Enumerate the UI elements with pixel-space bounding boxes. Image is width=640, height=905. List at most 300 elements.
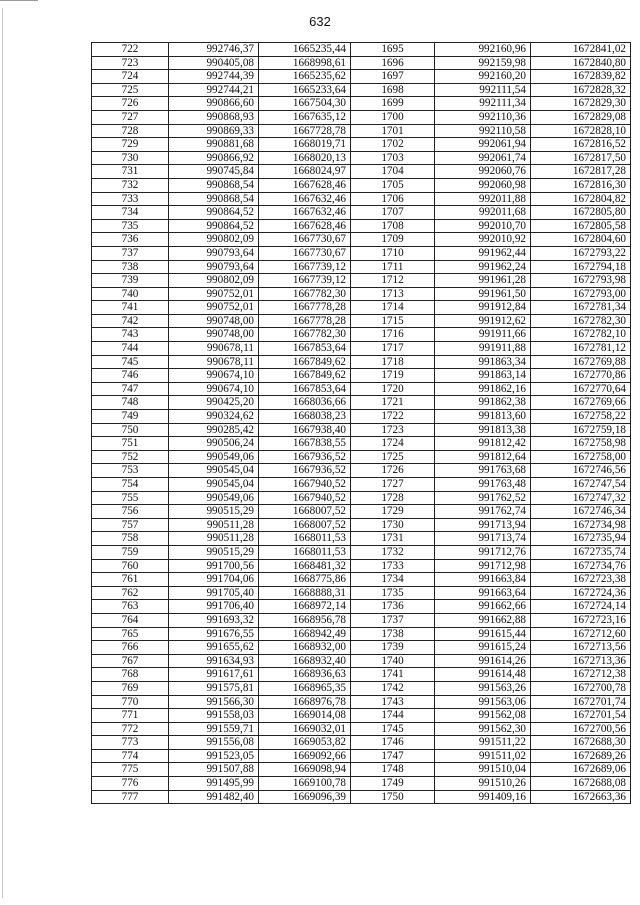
table-row [92,396,631,410]
point-number-cell: 1733 [351,559,435,573]
x-coordinate-cell: 991562,08 [435,709,531,723]
point-number-cell: 749 [92,410,169,424]
point-number-cell: 723 [92,56,169,70]
y-coordinate-cell: 1672700,56 [531,722,631,736]
y-coordinate-cell: 1665235,44 [259,43,351,57]
x-coordinate-cell: 992011,68 [435,206,531,220]
x-coordinate-cell: 990545,04 [169,478,259,492]
x-coordinate-cell: 991862,38 [435,396,531,410]
x-coordinate-cell: 991563,06 [435,695,531,709]
table-row [92,709,631,723]
table-row [92,110,631,124]
point-number-cell: 776 [92,777,169,791]
point-number-cell: 774 [92,749,169,763]
y-coordinate-cell: 1668942,49 [259,627,351,641]
page-number: 632 [309,14,331,29]
table-row [92,56,631,70]
y-coordinate-cell: 1665235,62 [259,70,351,84]
x-coordinate-cell: 990752,01 [169,301,259,315]
x-coordinate-cell: 991762,74 [435,505,531,519]
point-number-cell: 1749 [351,777,435,791]
table-row [92,151,631,165]
coordinates-table-body [92,43,631,804]
x-coordinate-cell: 991762,52 [435,491,531,505]
x-coordinate-cell: 991863,14 [435,369,531,383]
table-row [92,328,631,342]
point-number-cell: 1736 [351,600,435,614]
y-coordinate-cell: 1672689,06 [531,763,631,777]
x-coordinate-cell: 991663,64 [435,586,531,600]
table-row [92,573,631,587]
x-coordinate-cell: 990678,11 [169,355,259,369]
x-coordinate-cell: 991562,30 [435,722,531,736]
point-number-cell: 768 [92,668,169,682]
table-row [92,627,631,641]
y-coordinate-cell: 1669014,08 [259,709,351,723]
x-coordinate-cell: 991558,03 [169,709,259,723]
y-coordinate-cell: 1672793,00 [531,287,631,301]
point-number-cell: 1727 [351,478,435,492]
y-coordinate-cell: 1668019,71 [259,138,351,152]
point-number-cell: 742 [92,314,169,328]
table-row [92,668,631,682]
table-row [92,464,631,478]
point-number-cell: 766 [92,641,169,655]
table-row [92,491,631,505]
x-coordinate-cell: 991706,40 [169,600,259,614]
table-row [92,505,631,519]
table-row [92,478,631,492]
x-coordinate-cell: 992160,20 [435,70,531,84]
y-coordinate-cell: 1672829,30 [531,97,631,111]
y-coordinate-cell: 1667782,30 [259,287,351,301]
table-row [92,749,631,763]
point-number-cell: 740 [92,287,169,301]
table-row [92,260,631,274]
x-coordinate-cell: 991523,05 [169,749,259,763]
point-number-cell: 1719 [351,369,435,383]
x-coordinate-cell: 991511,22 [435,736,531,750]
point-number-cell: 1747 [351,749,435,763]
point-number-cell: 722 [92,43,169,57]
y-coordinate-cell: 1668976,78 [259,695,351,709]
scan-corner-mark [0,0,38,7]
point-number-cell: 1709 [351,233,435,247]
x-coordinate-cell: 992011,88 [435,192,531,206]
x-coordinate-cell: 991663,84 [435,573,531,587]
x-coordinate-cell: 990285,42 [169,423,259,437]
y-coordinate-cell: 1672758,22 [531,410,631,424]
x-coordinate-cell: 991495,99 [169,777,259,791]
table-row [92,233,631,247]
x-coordinate-cell: 991614,26 [435,654,531,668]
table-row [92,97,631,111]
x-coordinate-cell: 991559,71 [169,722,259,736]
table-row [92,287,631,301]
y-coordinate-cell: 1668932,40 [259,654,351,668]
point-number-cell: 775 [92,763,169,777]
y-coordinate-cell: 1672805,80 [531,206,631,220]
point-number-cell: 1700 [351,110,435,124]
x-coordinate-cell: 991812,42 [435,437,531,451]
y-coordinate-cell: 1668932,00 [259,641,351,655]
y-coordinate-cell: 1667849,62 [259,369,351,383]
point-number-cell: 1750 [351,790,435,804]
x-coordinate-cell: 991615,44 [435,627,531,641]
y-coordinate-cell: 1672701,54 [531,709,631,723]
point-number-cell: 1707 [351,206,435,220]
x-coordinate-cell: 991911,88 [435,342,531,356]
x-coordinate-cell: 992746,37 [169,43,259,57]
point-number-cell: 756 [92,505,169,519]
x-coordinate-cell: 992010,92 [435,233,531,247]
x-coordinate-cell: 991662,66 [435,600,531,614]
y-coordinate-cell: 1668011,53 [259,532,351,546]
x-coordinate-cell: 990549,06 [169,450,259,464]
point-number-cell: 1720 [351,382,435,396]
x-coordinate-cell: 992010,70 [435,219,531,233]
y-coordinate-cell: 1667936,52 [259,450,351,464]
x-coordinate-cell: 991634,93 [169,654,259,668]
point-number-cell: 1744 [351,709,435,723]
point-number-cell: 1729 [351,505,435,519]
point-number-cell: 746 [92,369,169,383]
point-number-cell: 754 [92,478,169,492]
y-coordinate-cell: 1672746,34 [531,505,631,519]
x-coordinate-cell: 990802,09 [169,274,259,288]
y-coordinate-cell: 1672724,14 [531,600,631,614]
y-coordinate-cell: 1668956,78 [259,613,351,627]
x-coordinate-cell: 991676,55 [169,627,259,641]
y-coordinate-cell: 1668036,66 [259,396,351,410]
x-coordinate-cell: 991712,98 [435,559,531,573]
point-number-cell: 1742 [351,681,435,695]
x-coordinate-cell: 991700,56 [169,559,259,573]
y-coordinate-cell: 1672689,26 [531,749,631,763]
point-number-cell: 772 [92,722,169,736]
point-number-cell: 737 [92,246,169,260]
x-coordinate-cell: 992160,96 [435,43,531,57]
x-coordinate-cell: 990868,54 [169,192,259,206]
point-number-cell: 727 [92,110,169,124]
x-coordinate-cell: 991575,81 [169,681,259,695]
y-coordinate-cell: 1672701,74 [531,695,631,709]
y-coordinate-cell: 1672816,30 [531,178,631,192]
y-coordinate-cell: 1667849,62 [259,355,351,369]
y-coordinate-cell: 1669096,39 [259,790,351,804]
point-number-cell: 1725 [351,450,435,464]
x-coordinate-cell: 991510,04 [435,763,531,777]
y-coordinate-cell: 1667504,30 [259,97,351,111]
x-coordinate-cell: 990674,10 [169,382,259,396]
x-coordinate-cell: 992159,98 [435,56,531,70]
point-number-cell: 1708 [351,219,435,233]
y-coordinate-cell: 1672758,00 [531,450,631,464]
y-coordinate-cell: 1667778,28 [259,314,351,328]
y-coordinate-cell: 1667938,40 [259,423,351,437]
x-coordinate-cell: 992060,98 [435,178,531,192]
point-number-cell: 771 [92,709,169,723]
table-row [92,518,631,532]
x-coordinate-cell: 991961,50 [435,287,531,301]
point-number-cell: 1738 [351,627,435,641]
point-number-cell: 730 [92,151,169,165]
x-coordinate-cell: 990515,29 [169,545,259,559]
point-number-cell: 1739 [351,641,435,655]
table-row [92,777,631,791]
table-row [92,369,631,383]
point-number-cell: 1716 [351,328,435,342]
y-coordinate-cell: 1672759,18 [531,423,631,437]
y-coordinate-cell: 1672839,82 [531,70,631,84]
point-number-cell: 1704 [351,165,435,179]
x-coordinate-cell: 990802,09 [169,233,259,247]
point-number-cell: 1721 [351,396,435,410]
x-coordinate-cell: 991409,16 [435,790,531,804]
x-coordinate-cell: 991763,48 [435,478,531,492]
point-number-cell: 732 [92,178,169,192]
y-coordinate-cell: 1672804,60 [531,233,631,247]
y-coordinate-cell: 1672723,38 [531,573,631,587]
x-coordinate-cell: 992111,34 [435,97,531,111]
x-coordinate-cell: 992744,21 [169,83,259,97]
point-number-cell: 1735 [351,586,435,600]
y-coordinate-cell: 1668038,23 [259,410,351,424]
table-row [92,43,631,57]
table-row [92,790,631,804]
point-number-cell: 1724 [351,437,435,451]
y-coordinate-cell: 1672688,30 [531,736,631,750]
x-coordinate-cell: 991713,74 [435,532,531,546]
table-row [92,314,631,328]
y-coordinate-cell: 1672713,56 [531,641,631,655]
y-coordinate-cell: 1672663,36 [531,790,631,804]
point-number-cell: 744 [92,342,169,356]
x-coordinate-cell: 992060,76 [435,165,531,179]
x-coordinate-cell: 991693,32 [169,613,259,627]
y-coordinate-cell: 1668888,31 [259,586,351,600]
y-coordinate-cell: 1672782,30 [531,314,631,328]
x-coordinate-cell: 991662,88 [435,613,531,627]
point-number-cell: 724 [92,70,169,84]
x-coordinate-cell: 990868,54 [169,178,259,192]
x-coordinate-cell: 991911,66 [435,328,531,342]
x-coordinate-cell: 991962,24 [435,260,531,274]
x-coordinate-cell: 992061,74 [435,151,531,165]
point-number-cell: 739 [92,274,169,288]
table-row [92,70,631,84]
point-number-cell: 1731 [351,532,435,546]
x-coordinate-cell: 991813,60 [435,410,531,424]
x-coordinate-cell: 991812,64 [435,450,531,464]
x-coordinate-cell: 990545,04 [169,464,259,478]
x-coordinate-cell: 991962,44 [435,246,531,260]
point-number-cell: 777 [92,790,169,804]
point-number-cell: 1730 [351,518,435,532]
y-coordinate-cell: 1672793,98 [531,274,631,288]
point-number-cell: 1732 [351,545,435,559]
y-coordinate-cell: 1667728,78 [259,124,351,138]
point-number-cell: 770 [92,695,169,709]
table-row [92,192,631,206]
point-number-cell: 1746 [351,736,435,750]
x-coordinate-cell: 991615,24 [435,641,531,655]
y-coordinate-cell: 1672769,88 [531,355,631,369]
y-coordinate-cell: 1669100,78 [259,777,351,791]
y-coordinate-cell: 1667632,46 [259,192,351,206]
coordinates-table [91,42,631,804]
x-coordinate-cell: 990866,60 [169,97,259,111]
table-row [92,206,631,220]
point-number-cell: 734 [92,206,169,220]
x-coordinate-cell: 990425,20 [169,396,259,410]
y-coordinate-cell: 1672700,78 [531,681,631,695]
x-coordinate-cell: 991704,06 [169,573,259,587]
x-coordinate-cell: 990515,29 [169,505,259,519]
point-number-cell: 759 [92,545,169,559]
y-coordinate-cell: 1672712,60 [531,627,631,641]
table-row [92,246,631,260]
y-coordinate-cell: 1668775,86 [259,573,351,587]
table-row [92,736,631,750]
point-number-cell: 1728 [351,491,435,505]
table-row [92,124,631,138]
x-coordinate-cell: 990793,64 [169,260,259,274]
y-coordinate-cell: 1667853,64 [259,342,351,356]
x-coordinate-cell: 990752,01 [169,287,259,301]
point-number-cell: 1695 [351,43,435,57]
point-number-cell: 729 [92,138,169,152]
y-coordinate-cell: 1668481,32 [259,559,351,573]
point-number-cell: 1714 [351,301,435,315]
y-coordinate-cell: 1672769,66 [531,396,631,410]
y-coordinate-cell: 1667940,52 [259,491,351,505]
point-number-cell: 1712 [351,274,435,288]
x-coordinate-cell: 992110,58 [435,124,531,138]
point-number-cell: 745 [92,355,169,369]
point-number-cell: 1723 [351,423,435,437]
point-number-cell: 1710 [351,246,435,260]
point-number-cell: 767 [92,654,169,668]
y-coordinate-cell: 1669092,66 [259,749,351,763]
point-number-cell: 1713 [351,287,435,301]
table-row [92,654,631,668]
y-coordinate-cell: 1672828,10 [531,124,631,138]
point-number-cell: 1745 [351,722,435,736]
y-coordinate-cell: 1667838,55 [259,437,351,451]
y-coordinate-cell: 1665233,64 [259,83,351,97]
x-coordinate-cell: 990868,93 [169,110,259,124]
x-coordinate-cell: 991763,68 [435,464,531,478]
table-row [92,138,631,152]
x-coordinate-cell: 991507,88 [169,763,259,777]
y-coordinate-cell: 1672817,50 [531,151,631,165]
x-coordinate-cell: 991862,16 [435,382,531,396]
y-coordinate-cell: 1672723,16 [531,613,631,627]
table-row [92,450,631,464]
x-coordinate-cell: 990324,62 [169,410,259,424]
point-number-cell: 1722 [351,410,435,424]
x-coordinate-cell: 990405,08 [169,56,259,70]
point-number-cell: 733 [92,192,169,206]
point-number-cell: 750 [92,423,169,437]
table-row [92,83,631,97]
x-coordinate-cell: 992110,36 [435,110,531,124]
point-number-cell: 726 [92,97,169,111]
point-number-cell: 1702 [351,138,435,152]
y-coordinate-cell: 1667628,46 [259,178,351,192]
y-coordinate-cell: 1667853,64 [259,382,351,396]
y-coordinate-cell: 1672841,02 [531,43,631,57]
table-row [92,532,631,546]
table-row [92,355,631,369]
y-coordinate-cell: 1672735,94 [531,532,631,546]
point-number-cell: 731 [92,165,169,179]
y-coordinate-cell: 1667782,30 [259,328,351,342]
table-row [92,219,631,233]
x-coordinate-cell: 991614,48 [435,668,531,682]
x-coordinate-cell: 990549,06 [169,491,259,505]
y-coordinate-cell: 1668007,52 [259,505,351,519]
table-row [92,437,631,451]
point-number-cell: 764 [92,613,169,627]
y-coordinate-cell: 1672688,08 [531,777,631,791]
y-coordinate-cell: 1672840,80 [531,56,631,70]
point-number-cell: 1703 [351,151,435,165]
point-number-cell: 1699 [351,97,435,111]
y-coordinate-cell: 1672781,12 [531,342,631,356]
point-number-cell: 761 [92,573,169,587]
point-number-cell: 755 [92,491,169,505]
point-number-cell: 735 [92,219,169,233]
y-coordinate-cell: 1672805,58 [531,219,631,233]
x-coordinate-cell: 991863,34 [435,355,531,369]
table-row [92,165,631,179]
x-coordinate-cell: 990745,84 [169,165,259,179]
point-number-cell: 1698 [351,83,435,97]
point-number-cell: 1717 [351,342,435,356]
y-coordinate-cell: 1672724,36 [531,586,631,600]
point-number-cell: 741 [92,301,169,315]
x-coordinate-cell: 990748,00 [169,314,259,328]
y-coordinate-cell: 1672713,36 [531,654,631,668]
y-coordinate-cell: 1672804,82 [531,192,631,206]
point-number-cell: 765 [92,627,169,641]
x-coordinate-cell: 990864,52 [169,219,259,233]
y-coordinate-cell: 1672817,28 [531,165,631,179]
point-number-cell: 773 [92,736,169,750]
table-row [92,695,631,709]
table-row [92,600,631,614]
y-coordinate-cell: 1667739,12 [259,274,351,288]
point-number-cell: 1741 [351,668,435,682]
y-coordinate-cell: 1672734,98 [531,518,631,532]
x-coordinate-cell: 990511,28 [169,532,259,546]
y-coordinate-cell: 1667730,67 [259,246,351,260]
x-coordinate-cell: 991705,40 [169,586,259,600]
table-row [92,681,631,695]
y-coordinate-cell: 1672746,56 [531,464,631,478]
x-coordinate-cell: 991813,38 [435,423,531,437]
y-coordinate-cell: 1672734,76 [531,559,631,573]
point-number-cell: 747 [92,382,169,396]
y-coordinate-cell: 1667628,46 [259,219,351,233]
x-coordinate-cell: 990864,52 [169,206,259,220]
table-row [92,178,631,192]
y-coordinate-cell: 1667936,52 [259,464,351,478]
table-row [92,641,631,655]
x-coordinate-cell: 992744,39 [169,70,259,84]
